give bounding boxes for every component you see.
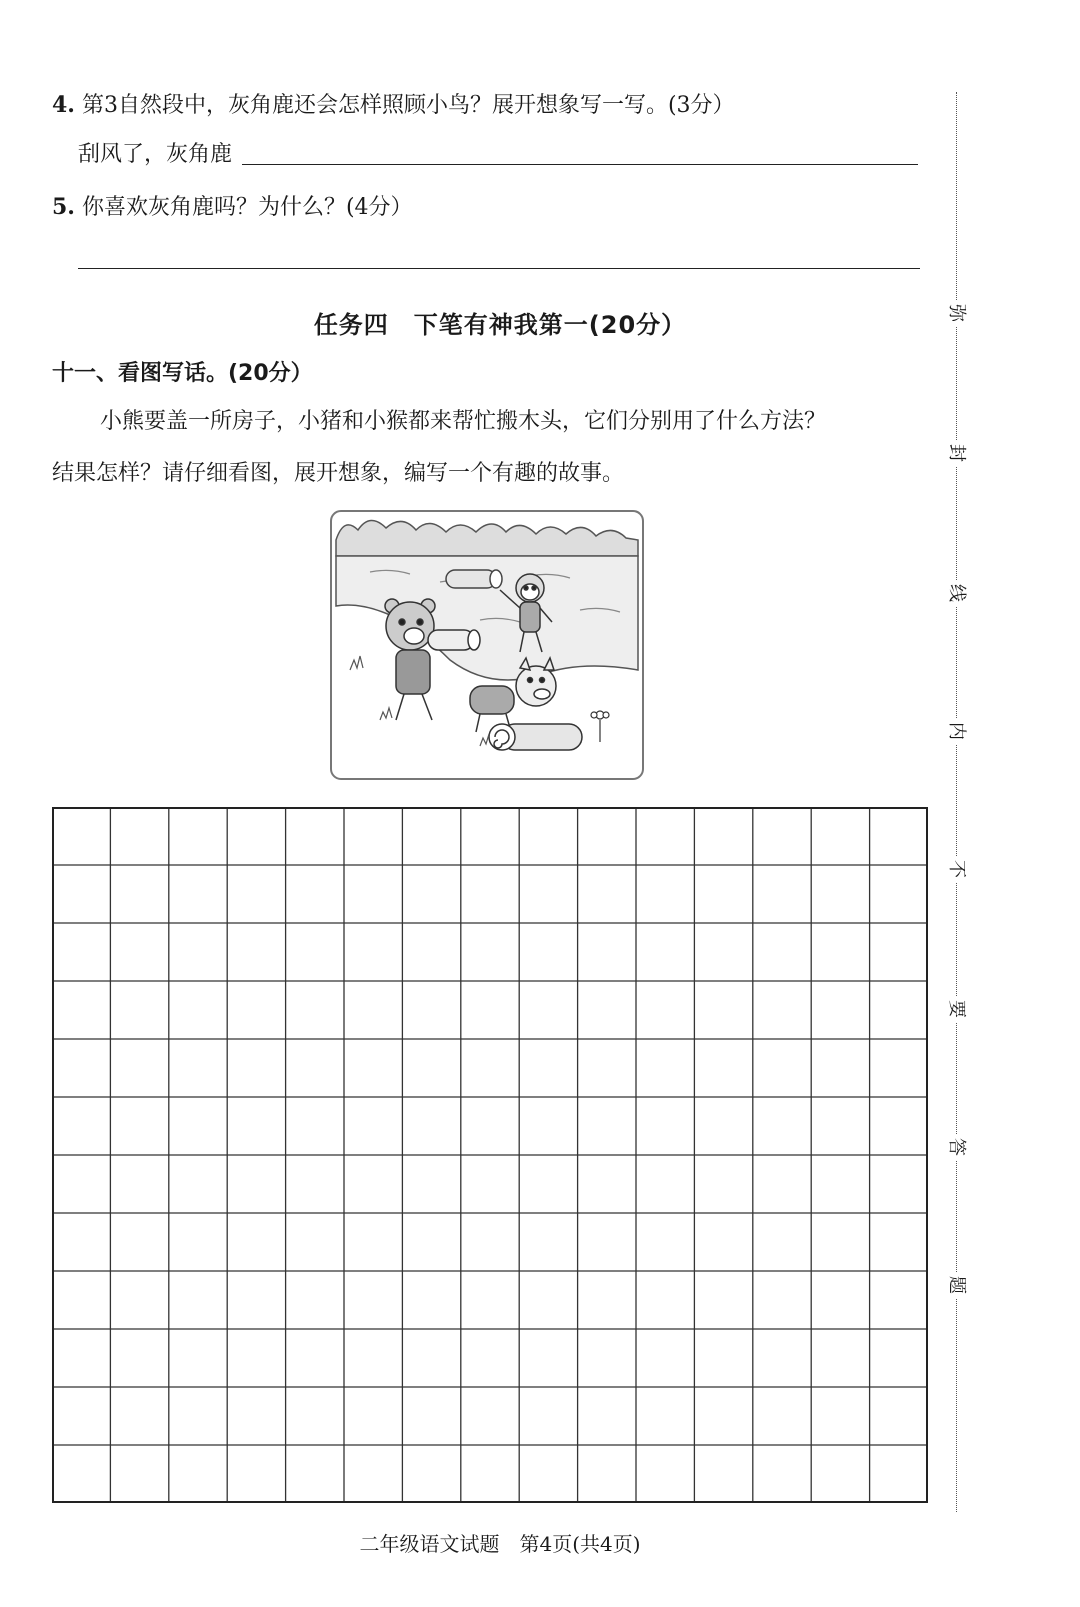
seal-char: 不: [943, 856, 969, 882]
instruction-line-1: 小熊要盖一所房子，小猪和小猴都来帮忙搬木头，它们分别用了什么方法？: [100, 409, 827, 434]
writing-grid[interactable]: [52, 807, 928, 1503]
story-illustration: [330, 510, 644, 780]
question-4-number: 4.: [52, 92, 75, 118]
floating-log: [446, 570, 502, 588]
seal-char: 内: [943, 718, 969, 744]
question-5-answer-line[interactable]: [78, 268, 920, 269]
question-4-answer-line[interactable]: [242, 164, 918, 165]
seal-char: 线: [943, 580, 969, 606]
seal-char: 要: [943, 996, 969, 1022]
question-4-text: 第3自然段中，灰角鹿还会怎样照顾小鸟？展开想象写一写。(3分）: [81, 93, 735, 118]
seal-char: 答: [943, 1134, 969, 1160]
rolling-log: [489, 724, 582, 750]
seal-char: 封: [943, 440, 969, 466]
seal-char: 弥: [943, 300, 969, 326]
seal-char: 题: [943, 1272, 969, 1298]
instruction-line-2: 结果怎样？请仔细看图，展开想象，编写一个有趣的故事。: [52, 461, 625, 486]
section-11-title: 十一、看图写话。(20分）: [52, 361, 313, 386]
question-5-text: 你喜欢灰角鹿吗？为什么？(4分）: [81, 195, 413, 220]
question-4-answer-prefix: 刮风了，灰角鹿: [78, 142, 233, 167]
question-5-number: 5.: [52, 194, 75, 220]
page-footer: 二年级语文试题 第4页(共4页): [359, 1532, 641, 1556]
question-5: [52, 192, 413, 223]
question-4: [52, 90, 735, 121]
task4-title: 任务四 下笔有神我第一(20分）: [313, 311, 687, 339]
